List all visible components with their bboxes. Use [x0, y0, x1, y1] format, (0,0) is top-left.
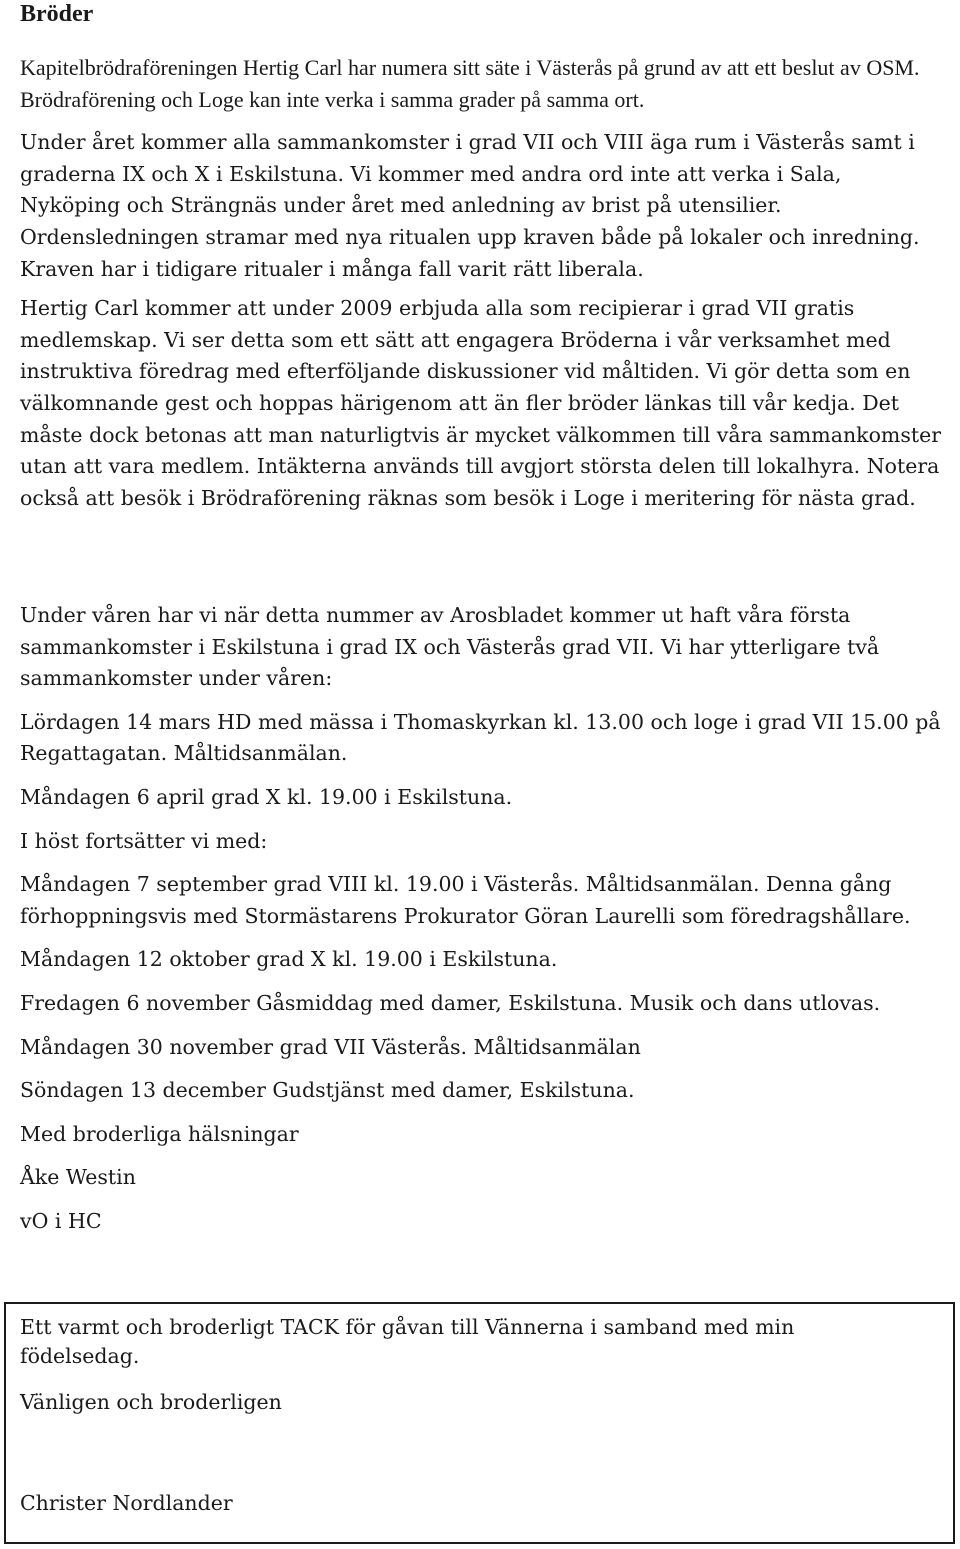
intro-paragraph-3: Hertig Carl kommer att under 2009 erbjuda alla som recipierar i grad VII gratis medlemskap. Vi ser detta som ett sätt att engagera Bröderna i vår verksamhet med instruktiva föredrag med efterföljande diskussioner vid måltiden. Vi gör detta som en välkomnande gest och hoppas härigenom att än fler bröder länkas till vår kedja. Det måste dock betonas att man naturligtvis är mycket välkommen till våra sammankomster utan att vara medlem. Intäkterna används till avgjort största delen till lokalhyra. Notera också att besök i Brödraförening räknas som besök i Loge i meritering för nästa grad. — [20, 296, 942, 510]
author-name: Åke Westin — [20, 1165, 136, 1190]
intro-paragraph-1: Kapitelbrödraföreningen Hertig Carl har numera sitt säte i Västerås på grund av att ett beslut av OSM. Brödraförening och Loge kan inte verka i samma grader på samma ort. — [20, 55, 920, 112]
spring-intro: Under våren har vi när detta nummer av Arosbladet kommer ut haft våra första sammankomster i Eskilstuna i grad IX och Västerås grad VII. Vi har ytterligare två sammankomster under våren: — [20, 603, 880, 691]
closing-greeting: Med broderliga hälsningar — [20, 1121, 299, 1146]
thanks-message: Ett varmt och broderligt TACK för gåvan till Vännerna i samband med min födelsedag. — [20, 1315, 795, 1368]
event-item: Måndagen 7 september grad VIII kl. 19.00 i Västerås. Måltidsanmälan. Denna gång förhoppningsvis med Stormästarens Prokurator Göran Laurelli som föredragshållare. — [20, 872, 911, 928]
autumn-intro: I höst fortsätter vi med: — [20, 828, 268, 853]
events-section — [20, 600, 945, 1238]
event-item: Måndagen 6 april grad X kl. 19.00 i Eskilstuna. — [20, 784, 513, 809]
page-title: Bröder — [20, 1, 94, 27]
event-item: Söndagen 13 december Gudstjänst med damer, Eskilstuna. — [20, 1078, 635, 1103]
thanks-greeting: Vänligen och broderligen — [20, 1390, 282, 1414]
event-item: Lördagen 14 mars HD med mässa i Thomaskyrkan kl. 13.00 och loge i grad VII 15.00 på Regattagatan. Måltidsanmälan. — [20, 709, 941, 766]
event-item: Måndagen 30 november grad VII Västerås. Måltidsanmälan — [20, 1034, 641, 1059]
author-role: vO i HC — [20, 1208, 102, 1233]
thanks-signature: Christer Nordlander — [20, 1491, 233, 1515]
intro-paragraph-2: Under året kommer alla sammankomster i grad VII och VIII äga rum i Västerås samt i graderna IX och X i Eskilstuna. Vi kommer med andra ord inte att verka i Sala, Nyköping och Strängnäs under året med anledning av brist på utensilier. Ordensledningen stramar med nya ritualen upp kraven både på lokaler och inredning. Kraven har i tidigare ritualer i många fall varit rätt liberala. — [20, 130, 920, 281]
event-item: Fredagen 6 november Gåsmiddag med damer, Eskilstuna. Musik och dans utlovas. — [20, 990, 881, 1015]
article-body — [20, 52, 945, 514]
event-item: Måndagen 12 oktober grad X kl. 19.00 i Eskilstuna. — [20, 947, 558, 972]
thanks-box — [4, 1302, 955, 1544]
